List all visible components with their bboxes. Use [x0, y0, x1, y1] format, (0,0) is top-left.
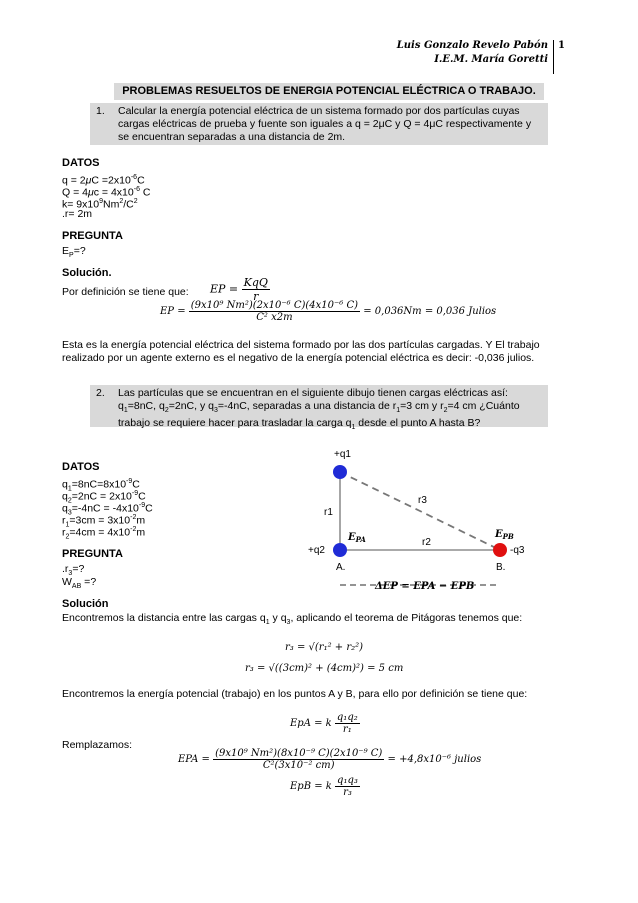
header-author: Luis Gonzalo Revelo Pabón [396, 40, 548, 51]
p1-calc: EP = $\frac{\text{(9x10⁹ Nm²)(2x10⁻⁶ C)(4x10⁻⁶ C)}}{\text{C² x2m}}$ = 0,036Nm = 0,036 Julios [160, 300, 497, 323]
p2-epa-formula: EpA = k $\frac{\text{q₁q₂}}{\text{r₁}}$ [290, 712, 358, 735]
page-number: 1 [558, 40, 565, 51]
problem-2-text: Las partículas que se encuentran en el siguiente dibujo tienen cargas eléctricas así: $q_1=8nC$, $q_2=2nC$, y $q_3=-4nC$, separadas a una distancia de $r_1=3$ cm y $r_2=4$ cm ¿Cuánto trabajo se requiere hacer para trasladar la carga $q_1$ desde el punto A hasta B? [118, 387, 520, 432]
label-q1: +q1 [334, 449, 351, 460]
label-epb: $E_{PB}$ [495, 529, 514, 541]
p2-pregunta-r3: $.r_3=$? [62, 563, 85, 578]
q3-charge [493, 543, 507, 557]
label-a: A. [336, 562, 346, 573]
p2-r3-calc: r₃ = √((3cm)² + (4cm)²) = 5 cm [245, 663, 404, 674]
p2-replace-label: Remplazamos: [62, 739, 133, 751]
problem-2-number: 2. [96, 387, 105, 399]
p2-datos-r2: $r_2=4cm = 4x10^{-2}m$ [62, 526, 146, 541]
q1-charge [333, 465, 347, 479]
p1-datos-q: $q = 2\mu C =2x10^{-6}C$ [62, 174, 145, 187]
problem-1-number: 1. [96, 105, 105, 117]
delta-formula: ΔEP = EPA − EPB [375, 581, 475, 592]
p1-datos-r: .r= 2m [62, 208, 93, 220]
p2-sol-text: Encontremos la distancia entre las cargas $q_1$ y $q_3$, aplicando el teorema de Pitágoras tenemos que: [62, 612, 523, 627]
p1-pregunta-label: PREGUNTA [62, 230, 123, 242]
label-q3: -q3 [510, 545, 525, 556]
p1-solucion-label: Solución. [62, 267, 112, 279]
p2-pregunta-label: PREGUNTA [62, 548, 123, 560]
header-school: I.E.M. María Goretti [434, 54, 548, 65]
p1-formula: EP = $\frac{\text{KqQ}}{r}$ [210, 276, 268, 303]
p2-solucion-label: Solución [62, 598, 109, 610]
label-q2: +q2 [308, 545, 325, 556]
label-r1: r1 [324, 507, 333, 518]
p2-r3-formula: r₃ = √(r₁² + r₂²) [285, 642, 364, 653]
p1-conclusion: Esta es la energía potencial eléctrica del sistema formado por las dos partículas cargadas. Y El trabajo realizado por un agente externo es el negativo de la energía potencial eléctrica es decir: -0,036 julios. [62, 339, 540, 364]
problem-1-box [90, 103, 548, 145]
p2-energy-text: Encontremos la energía potencial (trabajo) en los puntos A y B, para ello por definición se tiene que: [62, 688, 528, 700]
p1-def-text: Por definición se tiene que: [62, 286, 189, 298]
p1-datos-Q: $Q = 4\mu c = 4x10^{-6}$ C [62, 186, 151, 199]
p2-datos-q3: $q_3=-4nC = -4x10^{-9}C$ [62, 502, 153, 517]
p2-datos-label: DATOS [62, 461, 100, 473]
p2-epb-formula: EpB = k $\frac{\text{q₁q₃}}{\text{r₃}}$ [290, 775, 358, 798]
label-b: B. [496, 562, 506, 573]
p2-datos-q2: $q_2=2nC = 2x10^{-9}C$ [62, 490, 146, 505]
header-divider [553, 40, 554, 74]
label-r2: r2 [422, 537, 431, 548]
page-title: PROBLEMAS RESUELTOS DE ENERGIA POTENCIAL ELÉCTRICA O TRABAJO. [114, 83, 544, 100]
label-r3: r3 [418, 495, 427, 506]
problem-2-box [90, 385, 548, 432]
label-epa: $E_{PA}$ [348, 532, 366, 544]
problem-1-text: Calcular la energía potencial eléctrica de un sistema formado por dos partículas cuyas cargas eléctricas de prueba y fuente son iguales a q = 2μC y Q = 4μC respectivamente y se encuentran separadas a una distancia de 2m. [118, 105, 532, 143]
p1-pregunta: $E_P=$? [62, 245, 86, 260]
p1-datos-k: $k= 9x10^9Nm^2/C^2$ [62, 198, 138, 211]
charges-diagram [300, 445, 550, 605]
p2-datos-r1: $r_1=3cm = 3x10^{-2}m$ [62, 514, 146, 529]
p2-pregunta-wab: $W_{AB}$ =? [62, 576, 97, 591]
q2-charge [333, 543, 347, 557]
p2-datos-q1: $q_1=8nC=8x10^{-9}C$ [62, 478, 140, 493]
p2-epa-calc: EPA = $\frac{\text{(9x10⁹ Nm²)(8x10⁻⁹ C)(2x10⁻⁹ C)}}{\text{C²(3x10⁻² cm)}}$ = +4,8x10⁻⁶ julios [178, 748, 482, 771]
p1-datos-label: DATOS [62, 157, 100, 169]
